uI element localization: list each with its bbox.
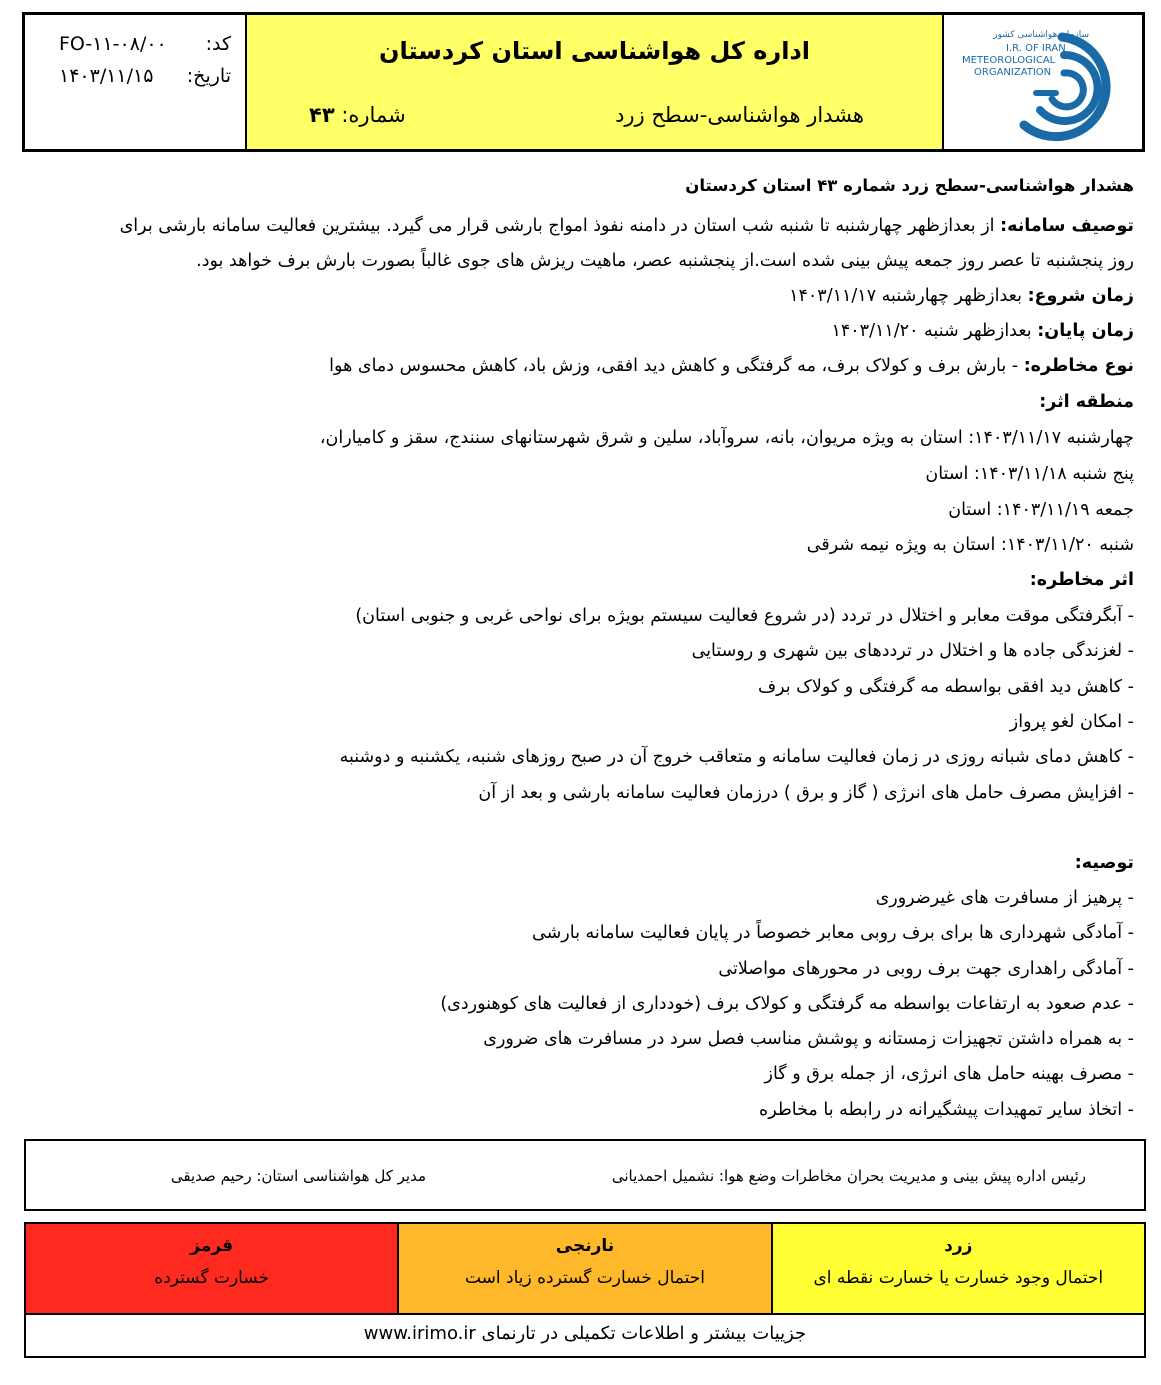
number-value: ۴۳ [309, 103, 335, 127]
area-label: منطقه اثر: [1039, 392, 1134, 412]
website-footer: جزییات بیشتر و اطلاعات تکمیلی در تارنمای www.irimo.ir [363, 1323, 807, 1344]
area-item: شنبه ۱۴۰۳/۱۱/۲۰: استان به ویژه نیمه شرقی [806, 535, 1134, 555]
legend-yellow-desc: احتمال وجود خسارت یا خسارت نقطه ای [813, 1268, 1104, 1288]
effect-item: - کاهش دید افقی بواسطه مه گرفتگی و کولاک برف [757, 677, 1134, 697]
warning-level-legend [24, 1222, 1146, 1358]
code-label: کد: [205, 33, 231, 55]
effect-item: - افزایش مصرف حامل های انرژی ( گاز و برق ) درزمان فعالیت سامانه بارشی و بعد از آن [478, 783, 1134, 803]
code-value: FO-۱۱-۰۸/۰۰ [59, 33, 167, 55]
hazard-type-row [329, 356, 1134, 376]
legend-red-title: قرمز [190, 1236, 234, 1256]
forecast-head-signature: رئیس اداره پیش بینی و مدیریت بحران مخاطرات وضع هوا: نشمیل احمدیانی [611, 1167, 1086, 1185]
legend-orange-desc: احتمال خسارت گسترده زیاد است [464, 1268, 705, 1288]
legend-cells [26, 1224, 1144, 1315]
recommendation-item: - پرهیز از مسافرت های غیرضروری [875, 888, 1134, 908]
title-box [247, 15, 944, 149]
legend-orange [397, 1224, 770, 1313]
description-text-1: از بعدازظهر چهارشنبه تا شنبه شب استان در دامنه نفوذ امواج بارشی قرار می گیرد. بیشترین فعالیت سامانه بارشی برای [119, 216, 995, 236]
description-line-2: روز پنجشنبه تا عصر روز جمعه پیش بینی شده است.از پنجشنبه عصر، ماهیت ریزش های جوی غالباً بصورت بارش برف خواهد بود. [196, 251, 1134, 271]
recommendation-item: - مصرف بهینه حامل های انرژی، از جمله برق و گاز [764, 1064, 1134, 1084]
hazard-label: نوع مخاطره: [1023, 356, 1134, 376]
recommendation-item: - به همراه داشتن تجهیزات زمستانه و پوشش مناسب فصل سرد در مسافرت های ضروری [483, 1029, 1134, 1049]
effect-item: - آبگرفتگی موقت معابر و اختلال در تردد (در شروع فعالیت سیستم بویژه برای نواحی غربی و جنوبی استان) [355, 606, 1134, 626]
start-label: زمان شروع: [1027, 286, 1134, 306]
effect-item: - امکان لغو پرواز [1009, 712, 1134, 732]
logo-text-en-3: ORGANIZATION [974, 67, 1052, 78]
logo-text-en-2: METEOROLOGICAL [962, 55, 1056, 66]
date-label: تاریخ: [186, 65, 231, 87]
warning-level-title: هشدار هواشناسی-سطح زرد [615, 103, 864, 127]
number-label: شماره: [341, 103, 406, 127]
recommendation-item: - اتخاذ سایر تمهیدات پیشگیرانه در رابطه با مخاطره [759, 1100, 1134, 1120]
logo-text-fa: سازمان هواشناسی کشور [993, 30, 1089, 40]
legend-yellow-title: زرد [944, 1236, 973, 1256]
document-header [22, 12, 1145, 152]
end-value: بعدازظهر شنبه ۱۴۰۳/۱۱/۲۰ [831, 321, 1032, 341]
legend-orange-title: نارنجی [555, 1236, 615, 1256]
legend-yellow [771, 1224, 1144, 1313]
area-item: چهارشنبه ۱۴۰۳/۱۱/۱۷: استان به ویژه مریوان، بانه، سروآباد، سلین و شرق شهرستانهای سنندج، سقز و کامیاران، [319, 428, 1134, 448]
area-item: پنج شنبه ۱۴۰۳/۱۱/۱۸: استان [925, 464, 1134, 484]
start-value: بعدازظهر چهارشنبه ۱۴۰۳/۱۱/۱۷ [789, 286, 1022, 306]
warning-number [309, 103, 406, 127]
description-label: توصیف سامانه: [1000, 216, 1134, 236]
recommendations-label: توصیه: [1074, 853, 1134, 873]
organization-logo [944, 15, 1142, 149]
page-title: اداره کل هواشناسی استان کردستان [379, 37, 810, 65]
end-label: زمان پایان: [1037, 321, 1134, 341]
effects-label: اثر مخاطره: [1029, 570, 1134, 590]
code-date-box [25, 15, 247, 149]
warning-heading: هشدار هواشناسی-سطح زرد شماره ۴۳ استان کردستان [685, 176, 1134, 195]
code-row [25, 29, 245, 59]
effect-item: - لغزندگی جاده ها و اختلال در ترددهای بین شهری و روستایی [691, 641, 1134, 661]
recommendation-item: - آمادگی شهرداری ها برای برف روبی معابر خصوصاً در پایان فعالیت سامانه بارشی [532, 923, 1134, 943]
recommendation-item: - آمادگی راهداری جهت برف روبی در محورهای مواصلاتی [718, 959, 1134, 979]
recommendation-item: - عدم صعود به ارتفاعات بواسطه مه گرفتگی و کولاک برف (خودداری از فعالیت های کوهنوردی) [440, 994, 1134, 1014]
effect-item: - کاهش دمای شبانه روزی در زمان فعالیت سامانه و متعاقب خروج آن در صبح روزهای شنبه، یکشنبه و دوشنبه [339, 747, 1134, 767]
start-time-row [789, 286, 1134, 306]
meteorological-organization-logo [944, 15, 1140, 149]
logo-text-en-1: I.R. OF IRAN [1006, 43, 1066, 54]
legend-red [26, 1224, 397, 1313]
date-value: ۱۴۰۳/۱۱/۱۵ [59, 65, 154, 87]
area-item: جمعه ۱۴۰۳/۱۱/۱۹: استان [948, 500, 1134, 520]
director-signature: مدیر کل هواشناسی استان: رحیم صدیقی [170, 1167, 426, 1185]
end-time-row [831, 321, 1134, 341]
legend-red-desc: خسارت گسترده [154, 1268, 270, 1288]
date-row [25, 61, 245, 91]
description-line-1 [120, 216, 1134, 236]
hazard-value: - بارش برف و کولاک برف، مه گرفتگی و کاهش دید افقی، وزش باد، کاهش محسوس دمای هوا [329, 356, 1019, 376]
signature-box [24, 1139, 1146, 1211]
